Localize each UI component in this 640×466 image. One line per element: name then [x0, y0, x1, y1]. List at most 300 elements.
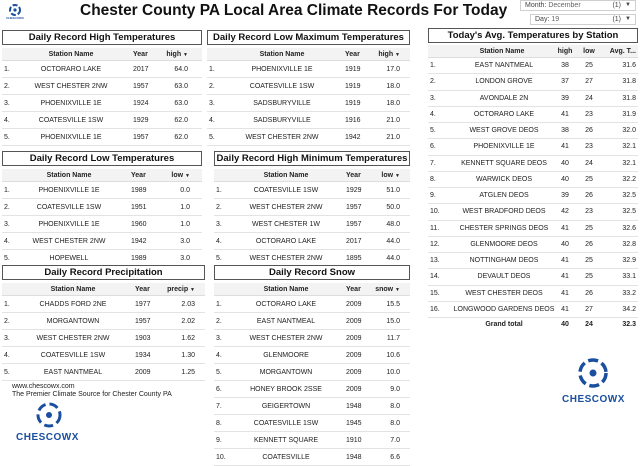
table-row	[207, 129, 410, 146]
avg-temp: 31.6	[622, 62, 636, 69]
total-high: 40	[561, 321, 569, 328]
row-number: 2.	[216, 318, 222, 325]
row-number: 13.	[430, 257, 440, 264]
table-row	[214, 398, 410, 415]
record-value: 1.0	[180, 204, 190, 211]
column-header-station[interactable]: Station Name	[263, 286, 309, 293]
record-year: 1951	[131, 204, 147, 211]
record-value: 1.25	[181, 369, 195, 376]
table-row	[2, 61, 202, 78]
station-name: LONGWOOD GARDENS DEOS	[453, 305, 555, 313]
record-year: 1934	[135, 352, 151, 359]
table-row	[428, 156, 638, 172]
record-value: 1.0	[180, 221, 190, 228]
avg-low: 24	[585, 159, 593, 167]
column-header-station[interactable]: Station Name	[46, 172, 92, 179]
record-year: 1910	[346, 437, 362, 444]
record-year: 2009	[346, 335, 362, 342]
station-name: GEIGERTOWN	[261, 403, 311, 410]
record-year: 1989	[131, 255, 147, 262]
table-row	[2, 112, 202, 129]
top-logo	[4, 3, 26, 21]
record-value: 18.0	[386, 83, 400, 90]
record-year: 1960	[131, 221, 147, 228]
avg-temp: 32.1	[622, 143, 636, 151]
column-header-year[interactable]: Year	[131, 172, 146, 179]
station-name: COATESVILLE 1SW	[40, 352, 106, 359]
chevron-down-icon: ▼	[625, 16, 631, 22]
record-high-min-panel	[214, 151, 410, 267]
table-row	[2, 216, 202, 233]
column-header-year[interactable]: Year	[346, 286, 361, 293]
page-title: Chester County PA Local Area Climate Records For Today	[80, 2, 508, 19]
brand-left: CHESCOWX	[16, 432, 79, 443]
panel-title: Daily Record Low Maximum Temperatures	[207, 30, 410, 45]
avg-high: 37	[561, 78, 569, 86]
table-row	[2, 78, 202, 95]
table-row	[428, 107, 638, 123]
table-row	[428, 188, 638, 204]
row-number: 10.	[430, 208, 440, 216]
row-number: 5.	[4, 134, 10, 141]
table-row	[214, 449, 410, 466]
row-number: 1.	[4, 301, 10, 308]
station-name: COATESVILLE 1SW	[253, 420, 319, 427]
table-row	[214, 364, 410, 381]
row-number: 5.	[4, 369, 10, 376]
avg-low: 26	[585, 127, 593, 134]
table-row	[2, 347, 205, 364]
table-row	[207, 112, 410, 129]
panel-title: Daily Record Snow	[214, 265, 410, 280]
record-value: 2.03	[181, 301, 195, 308]
avg-low: 23	[585, 208, 593, 216]
record-year: 1895	[346, 255, 362, 262]
top-logo-text: CHESCOWX	[6, 16, 24, 20]
station-name: AVONDALE 2N	[479, 94, 529, 102]
record-value: 44.0	[386, 238, 400, 245]
table-row	[428, 204, 638, 220]
avg-high: 41	[561, 143, 569, 151]
row-number: 4.	[4, 117, 10, 124]
avg-high: 41	[561, 224, 569, 232]
row-number: 3.	[430, 94, 436, 102]
month-filter-value: December	[548, 2, 581, 9]
avg-temp: 34.2	[622, 305, 636, 313]
panel-title: Daily Record Precipitation	[2, 265, 205, 280]
table-row	[207, 61, 410, 78]
footer-logo-right	[573, 357, 613, 391]
row-number: 3.	[216, 335, 222, 342]
record-year: 1957	[346, 204, 362, 211]
record-year: 2009	[135, 369, 151, 376]
avg-high: 42	[561, 208, 569, 216]
station-name: OCTORARO LAKE	[473, 110, 535, 118]
table-row	[214, 199, 410, 216]
record-year: 1924	[133, 100, 149, 107]
sort-arrow-icon: ▼	[395, 52, 400, 58]
station-name: CHESTER SPRINGS DEOS	[459, 224, 549, 232]
record-year: 2009	[346, 386, 362, 393]
row-number: 5.	[209, 134, 215, 141]
row-number: 4.	[216, 238, 222, 245]
chevron-down-icon: ▼	[625, 2, 631, 8]
record-value: 11.7	[386, 335, 400, 342]
row-number: 15.	[430, 289, 440, 297]
avg-low: 27	[585, 305, 593, 313]
station-name: COATESVILLE	[262, 454, 310, 461]
station-name: GLENMOORE	[263, 352, 309, 359]
table-row	[428, 123, 638, 139]
table-row	[428, 139, 638, 155]
row-number: 1.	[216, 187, 222, 194]
sort-arrow-icon: ▼	[190, 287, 195, 293]
row-number: 4.	[430, 110, 436, 118]
row-number: 2.	[216, 204, 222, 211]
record-value: 15.0	[386, 318, 400, 325]
month-filter[interactable]: Month: December (1) ▼	[520, 0, 636, 11]
column-header-year[interactable]: Year	[346, 172, 361, 179]
avg-low: 26	[585, 289, 593, 297]
avg-temp: 31.8	[622, 78, 636, 86]
row-number: 5.	[430, 127, 436, 134]
station-name: WEST CHESTER 2NW	[32, 238, 106, 245]
table-row	[2, 296, 205, 313]
record-value: 8.0	[390, 403, 400, 410]
row-number: 4.	[4, 238, 10, 245]
avg-low: 25	[585, 224, 593, 232]
table-header	[214, 283, 410, 296]
row-number: 1.	[4, 66, 10, 73]
row-number: 10.	[216, 454, 226, 461]
row-number: 4.	[209, 117, 215, 124]
table-row	[428, 302, 638, 318]
table-header	[207, 48, 410, 61]
table-row	[428, 253, 638, 269]
tagline-text: The Premier Climate Source for Chester County PA	[12, 391, 172, 398]
record-year: 1989	[131, 187, 147, 194]
station-name: SADSBURYVILLE	[253, 100, 311, 107]
column-header-value[interactable]: snow ▼	[375, 286, 400, 293]
column-header-year[interactable]: Year	[345, 51, 360, 58]
row-number: 3.	[4, 335, 10, 342]
row-number: 3.	[4, 100, 10, 107]
station-name: WEST CHESTER 2NW	[249, 335, 323, 342]
station-name: WEST CHESTER DEOS	[465, 289, 543, 297]
day-filter[interactable]: Day: 19 (1) ▼	[530, 14, 636, 25]
record-value: 15.5	[386, 301, 400, 308]
avg-low: 26	[585, 240, 593, 248]
row-number: 2.	[209, 83, 215, 90]
table-row	[2, 233, 202, 250]
month-filter-count: (1)	[612, 2, 621, 9]
station-name: WEST CHESTER 2NW	[249, 255, 323, 262]
day-filter-label: Day	[535, 16, 548, 23]
record-value: 10.0	[386, 369, 400, 376]
avg-low: 23	[585, 143, 593, 151]
avg-temp: 31.8	[622, 94, 636, 102]
table-row	[214, 347, 410, 364]
column-header-station[interactable]: Station Name	[48, 51, 94, 58]
station-name: PHOENIXVILLE 1E	[38, 187, 100, 194]
table-header	[428, 45, 638, 58]
station-name: SADSBURYVILLE	[253, 117, 311, 124]
table-row	[214, 432, 410, 449]
avg-low: 23	[585, 110, 593, 118]
row-number: 2.	[430, 78, 436, 86]
avg-temp: 32.1	[622, 159, 636, 167]
station-name: COATESVILLE 1SW	[253, 187, 319, 194]
table-row	[428, 172, 638, 188]
station-name: WARWICK DEOS	[475, 175, 532, 183]
row-number: 5.	[216, 255, 222, 262]
station-name: OCTORARO LAKE	[40, 66, 102, 73]
avg-low: 25	[585, 62, 593, 69]
record-year: 1977	[135, 301, 151, 308]
record-low-max-panel	[207, 30, 410, 146]
station-name: WEST BRADFORD DEOS	[462, 208, 546, 216]
avg-high: 41	[561, 257, 569, 264]
station-name: PHOENIXVILLE 1E	[40, 100, 102, 107]
avg-temp: 32.5	[622, 208, 636, 216]
row-number: 1.	[209, 66, 215, 73]
record-value: 0.0	[180, 187, 190, 194]
record-value: 50.0	[386, 204, 400, 211]
record-value: 1.30	[181, 352, 195, 359]
avg-temp: 32.8	[622, 240, 636, 248]
grand-total-row	[428, 318, 638, 332]
table-row	[214, 415, 410, 432]
record-year: 2009	[346, 352, 362, 359]
sort-arrow-icon: ▼	[185, 173, 190, 179]
table-row	[428, 286, 638, 302]
website-text[interactable]: www.chescowx.com	[12, 383, 75, 390]
station-name: NOTTINGHAM DEOS	[469, 257, 539, 264]
station-name: COATESVILLE 1SW	[38, 117, 104, 124]
table-row	[2, 313, 205, 330]
avg-temp: 32.9	[622, 257, 636, 264]
table-header	[214, 169, 410, 182]
station-name: LONDON GROVE	[475, 78, 533, 86]
record-value: 3.0	[180, 255, 190, 262]
row-number: 1.	[216, 301, 222, 308]
record-value: 48.0	[386, 221, 400, 228]
table-row	[428, 58, 638, 74]
record-value: 51.0	[386, 187, 400, 194]
table-row	[214, 182, 410, 199]
station-name: CHADDS FORD 2NE	[39, 301, 107, 308]
panel-title: Daily Record Low Temperatures	[2, 151, 202, 166]
column-header-low[interactable]: low	[583, 48, 595, 55]
row-number: 14.	[430, 273, 440, 281]
column-header-value[interactable]: precip ▼	[167, 286, 195, 293]
grand-total-label: Grand total	[485, 321, 523, 328]
record-high-panel	[2, 30, 202, 146]
table-header	[2, 169, 202, 182]
avg-high: 38	[561, 62, 569, 69]
table-row	[2, 330, 205, 347]
record-year: 1957	[346, 221, 362, 228]
record-value: 2.02	[181, 318, 195, 325]
row-number: 7.	[216, 403, 222, 410]
table-row	[214, 313, 410, 330]
avg-temp: 32.2	[622, 175, 636, 183]
station-name: COATESVILLE 1SW	[249, 83, 315, 90]
station-name: EAST NANTMEAL	[256, 318, 316, 325]
table-row	[207, 78, 410, 95]
station-name: KENNETT SQUARE	[253, 437, 319, 444]
table-row	[214, 216, 410, 233]
row-number: 8.	[216, 420, 222, 427]
avg-low: 24	[585, 94, 593, 102]
row-number: 11.	[430, 224, 440, 232]
avg-high: 39	[561, 94, 569, 102]
record-year: 2017	[133, 66, 149, 73]
sort-arrow-icon: ▼	[395, 173, 400, 179]
avg-low: 25	[585, 273, 593, 281]
record-year: 1957	[135, 318, 151, 325]
row-number: 2.	[4, 204, 10, 211]
record-value: 3.0	[180, 238, 190, 245]
record-year: 1942	[345, 134, 361, 141]
avg-temp: 32.5	[622, 192, 636, 199]
column-header-avg[interactable]: Avg. T...	[609, 48, 636, 55]
row-number: 1.	[430, 62, 436, 69]
record-year: 1929	[133, 117, 149, 124]
record-value: 9.0	[390, 386, 400, 393]
column-header-station[interactable]: Station Name	[50, 286, 96, 293]
column-header-high[interactable]: high	[557, 48, 573, 55]
row-number: 3.	[209, 100, 215, 107]
swirl-logo-icon	[22, 402, 76, 430]
station-name: HONEY BROOK 2SSE	[250, 386, 322, 393]
record-year: 2009	[346, 369, 362, 376]
record-year: 1919	[345, 100, 361, 107]
table-row	[207, 95, 410, 112]
station-name: HOPEWELL	[49, 255, 89, 262]
row-number: 2.	[4, 83, 10, 90]
record-value: 63.0	[174, 100, 188, 107]
column-header-year[interactable]: Year	[135, 286, 150, 293]
avg-high: 41	[561, 110, 569, 118]
row-number: 9.	[430, 192, 436, 199]
avg-high: 39	[561, 192, 569, 199]
column-header-value[interactable]: low ▼	[381, 172, 400, 179]
station-name: WEST CHESTER 2NW	[36, 335, 110, 342]
record-value: 1.62	[181, 335, 195, 342]
record-year: 1919	[345, 66, 361, 73]
brand-right: CHESCOWX	[562, 394, 625, 405]
station-name: WEST CHESTER 1W	[252, 221, 320, 228]
column-header-station[interactable]: Station Name	[259, 51, 305, 58]
sort-arrow-icon: ▼	[395, 287, 400, 293]
record-year: 1916	[345, 117, 361, 124]
station-name: KENNETT SQUARE DEOS	[461, 159, 547, 167]
footer-logo-left	[22, 402, 76, 430]
total-avg: 32.3	[622, 321, 636, 328]
record-precip-panel	[2, 265, 205, 381]
column-header-station[interactable]: Station Name	[263, 172, 309, 179]
row-number: 5.	[4, 255, 10, 262]
table-header	[2, 48, 202, 61]
station-name: WEST GROVE DEOS	[469, 127, 539, 134]
record-year: 1957	[133, 134, 149, 141]
avg-low: 27	[585, 78, 593, 86]
column-header-value[interactable]: high ▼	[166, 51, 188, 58]
avg-temp: 32.6	[622, 224, 636, 232]
record-year: 1957	[133, 83, 149, 90]
record-year: 2017	[346, 238, 362, 245]
record-year: 1948	[346, 403, 362, 410]
avg-high: 41	[561, 289, 569, 297]
station-name: PHOENIXVILLE 1E	[473, 143, 535, 151]
station-name: MORGANTOWN	[259, 369, 313, 376]
row-number: 1.	[4, 187, 10, 194]
avg-temp: 33.2	[622, 289, 636, 297]
record-value: 6.6	[390, 454, 400, 461]
record-year: 1945	[346, 420, 362, 427]
table-row	[2, 364, 205, 381]
station-name: EAST NANTMEAL	[474, 62, 534, 69]
row-number: 5.	[216, 369, 222, 376]
row-number: 4.	[4, 352, 10, 359]
table-row	[214, 296, 410, 313]
column-header-value[interactable]: low ▼	[171, 172, 190, 179]
record-value: 44.0	[386, 255, 400, 262]
record-value: 18.0	[386, 100, 400, 107]
day-filter-value: 19	[551, 16, 560, 23]
record-year: 1919	[345, 83, 361, 90]
station-name: MORGANTOWN	[46, 318, 100, 325]
station-name: OCTORARO LAKE	[255, 238, 317, 245]
column-header-value[interactable]: high ▼	[378, 51, 400, 58]
record-year: 1942	[131, 238, 147, 245]
record-value: 21.0	[386, 134, 400, 141]
column-header-year[interactable]: Year	[133, 51, 148, 58]
record-value: 64.0	[174, 66, 188, 73]
column-header-station[interactable]: Station Name	[479, 48, 525, 55]
record-low-panel	[2, 151, 202, 267]
row-number: 8.	[430, 175, 436, 183]
avg-high: 38	[561, 127, 569, 134]
table-row	[428, 74, 638, 90]
total-low: 24	[585, 321, 593, 328]
table-row	[214, 381, 410, 398]
avg-temp: 33.1	[622, 273, 636, 281]
avg-high: 40	[561, 175, 569, 183]
panel-title: Today's Avg. Temperatures by Station	[428, 28, 638, 43]
record-value: 62.0	[174, 134, 188, 141]
station-name: DEVAULT DEOS	[477, 273, 531, 281]
record-snow-panel	[214, 265, 410, 466]
table-row	[214, 330, 410, 347]
row-number: 3.	[4, 221, 10, 228]
panel-title: Daily Record High Temperatures	[2, 30, 202, 45]
avg-high: 40	[561, 159, 569, 167]
record-value: 63.0	[174, 83, 188, 90]
row-number: 6.	[430, 143, 436, 151]
station-name: WEST CHESTER 2NW	[34, 83, 108, 90]
table-row	[2, 95, 202, 112]
record-value: 17.0	[386, 66, 400, 73]
avg-temps-panel	[428, 28, 638, 332]
record-value: 8.0	[390, 420, 400, 427]
avg-low: 26	[585, 192, 593, 199]
record-value: 7.0	[390, 437, 400, 444]
sort-arrow-icon: ▼	[183, 52, 188, 58]
record-value: 62.0	[174, 117, 188, 124]
table-row	[2, 129, 202, 146]
